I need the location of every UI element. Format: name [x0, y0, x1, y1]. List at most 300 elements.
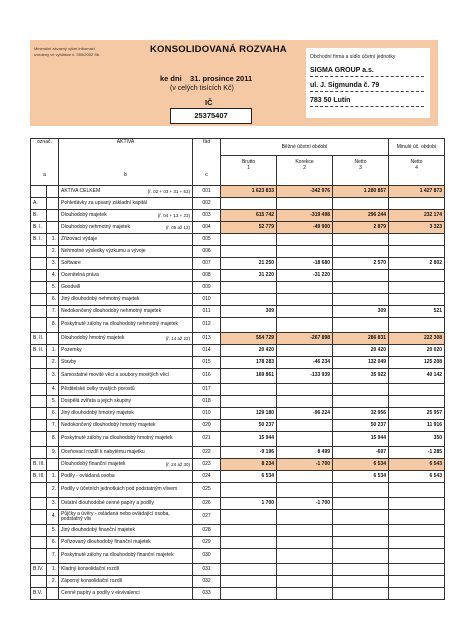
table-row: [31, 210, 445, 222]
firm-street: ul. J. Sigmunda č. 79: [310, 81, 424, 92]
row-code: 032: [193, 576, 221, 588]
cell-v1: [221, 576, 277, 588]
cell-v3: 309: [333, 306, 389, 318]
cell-v1: [221, 318, 277, 333]
row-mark: [31, 537, 47, 549]
cell-v3: [333, 294, 389, 306]
row-label-text: Software: [61, 259, 81, 266]
col-brutto: Brutto 1: [221, 156, 277, 185]
cell-v1: [221, 198, 277, 210]
row-label: [59, 537, 193, 549]
cell-v1: [221, 588, 277, 600]
table-row: [31, 222, 445, 234]
row-code: 007: [193, 258, 221, 270]
row-label: [59, 408, 193, 420]
cell-v2: [277, 471, 333, 483]
row-sub: 4.: [47, 510, 59, 525]
cell-v1: [221, 294, 277, 306]
row-label: [59, 483, 193, 498]
table-row: [31, 198, 445, 210]
row-code: 002: [193, 198, 221, 210]
row-formula: (ř. 05 až 12): [165, 224, 191, 230]
row-label-text: Dlouhodobý nehmotný majetek: [61, 223, 130, 230]
cell-v3: [333, 384, 389, 396]
row-mark: [31, 549, 47, 564]
row-label: [59, 510, 193, 525]
row-sub: [47, 210, 59, 222]
row-mark: B. III.: [31, 459, 47, 471]
row-label-text: Zřizovací výdaje: [61, 235, 98, 242]
cell-v4: 20 020: [389, 345, 445, 357]
cell-v2: [277, 384, 333, 396]
row-sub: 5.: [47, 396, 59, 408]
row-mark: [31, 432, 47, 447]
cell-v3: [333, 525, 389, 537]
cell-v3: [333, 282, 389, 294]
row-code: 015: [193, 357, 221, 369]
row-sub: [47, 186, 59, 198]
cell-v1: [221, 510, 277, 525]
row-label-text: Ocenitelná práva: [61, 271, 99, 278]
cell-v2: [277, 246, 333, 258]
cell-v3: [333, 564, 389, 576]
row-label-text: Záporný konsolidační rozdíl: [61, 577, 123, 584]
row-label-text: Dlouhodobý majetek: [61, 211, 107, 218]
row-mark: [31, 408, 47, 420]
cell-v3: [333, 549, 389, 564]
table-row: [31, 498, 445, 510]
row-sub: 2.: [47, 357, 59, 369]
firm-name: SIGMA GROUP a.s.: [310, 66, 424, 77]
row-label: [59, 306, 193, 318]
row-label: [59, 471, 193, 483]
row-label-text: Poskytnuté zálohy na dlouhodobý finanční majetek: [61, 552, 174, 559]
table-row: [31, 270, 445, 282]
col-netto-prev: Netto 4: [410, 159, 423, 171]
row-mark: [31, 498, 47, 510]
cell-v4: [389, 294, 445, 306]
cell-v3: -697: [333, 447, 389, 459]
row-sub: 1.: [47, 471, 59, 483]
cell-v3: 132 049: [333, 357, 389, 369]
row-mark: [31, 420, 47, 432]
row-label-text: Poskytnuté zálohy na dlouhodobý nehmotný majetek: [61, 321, 179, 328]
table-row: [31, 294, 445, 306]
row-code: 024: [193, 471, 221, 483]
cell-v1: 554 729: [221, 333, 277, 345]
row-label-text: Oceňovací rozdíl k nabytému majetku: [61, 448, 145, 455]
cell-v2: -46 234: [277, 357, 333, 369]
row-code: 009: [193, 282, 221, 294]
cell-v2: [277, 420, 333, 432]
cell-v3: 35 922: [333, 369, 389, 384]
cell-v3: 32 956: [333, 408, 389, 420]
cell-v2: -319 498: [277, 210, 333, 222]
row-sub: [47, 198, 59, 210]
col-minule: [389, 139, 445, 186]
cell-v2: -49 900: [277, 222, 333, 234]
table-row: [31, 246, 445, 258]
row-label-text: Dlouhodobý hmotný majetek: [61, 334, 125, 341]
row-code: 003: [193, 210, 221, 222]
cell-v2: [277, 198, 333, 210]
row-code: 025: [193, 483, 221, 498]
cell-v3: 1 280 857: [333, 186, 389, 198]
table-row: [31, 549, 445, 564]
cell-v2: [277, 282, 333, 294]
row-label-text: Cenné papíry a podíly v ekvivalenci: [61, 589, 140, 596]
table-row: [31, 564, 445, 576]
row-sub: 7.: [47, 420, 59, 432]
table-row: [31, 282, 445, 294]
document-title: KONSOLIDOVANÁ ROZVAHA: [150, 44, 287, 55]
cell-v4: 232 174: [389, 210, 445, 222]
cell-v4: 11 916: [389, 420, 445, 432]
cell-v4: [389, 564, 445, 576]
row-mark: B.IV.: [31, 564, 47, 576]
cell-v2: -1 700: [277, 498, 333, 510]
cell-v1: 6 534: [221, 471, 277, 483]
table-row: [31, 432, 445, 447]
row-label-text: Jiný dlouhodobý finanční majetek: [61, 526, 135, 533]
table-row: [31, 510, 445, 525]
row-label: [59, 549, 193, 564]
table-row: [31, 525, 445, 537]
col-oznac: označ. a: [31, 139, 59, 186]
row-mark: B. III.: [31, 471, 47, 483]
row-label: [59, 525, 193, 537]
row-mark: [31, 576, 47, 588]
row-code: 011: [193, 306, 221, 318]
cell-v4: [389, 549, 445, 564]
col-bezne: [221, 139, 389, 186]
row-label-text: Kladný konsolidační rozdíl: [61, 565, 120, 572]
row-label-text: Ostatní dlouhodobé cenné papíry a podíly: [61, 499, 154, 506]
cell-v1: [221, 384, 277, 396]
cell-v4: [389, 270, 445, 282]
cell-v3: [333, 510, 389, 525]
row-label: [59, 294, 193, 306]
cell-v1: [221, 234, 277, 246]
row-label: [59, 210, 193, 222]
row-mark: [31, 483, 47, 498]
row-sub: 6.: [47, 294, 59, 306]
row-code: 017: [193, 384, 221, 396]
row-label-text: Podíly v účetních jednotkách pod podstatným vlivem: [61, 486, 178, 493]
row-label-text: Nedokončený dlouhodobý nehmotný majetek: [61, 307, 162, 314]
row-label: [59, 186, 193, 198]
cell-v4: [389, 246, 445, 258]
row-code: 005: [193, 234, 221, 246]
row-code: 010: [193, 294, 221, 306]
row-sub: 5.: [47, 282, 59, 294]
cell-v1: [221, 525, 277, 537]
row-formula: (ř. 24 až 30): [165, 461, 191, 467]
table-row: [31, 576, 445, 588]
cell-v1: [221, 564, 277, 576]
row-mark: B. II.: [31, 345, 47, 357]
row-code: 030: [193, 549, 221, 564]
row-label-text: Dospělá zvířata a jejich skupiny: [61, 397, 132, 404]
row-mark: [31, 384, 47, 396]
row-code: 028: [193, 525, 221, 537]
row-label: [59, 369, 193, 384]
row-mark: B. I.: [31, 222, 47, 234]
row-label-text: Poskytnuté zálohy na dlouhodobý hmotný majetek: [61, 435, 173, 442]
cell-v2: [277, 234, 333, 246]
row-code: 004: [193, 222, 221, 234]
cell-v2: [277, 345, 333, 357]
date-label: ke dni: [160, 74, 182, 83]
row-mark: [31, 369, 47, 384]
col-aktiva: AKTIVA b: [59, 139, 193, 186]
row-sub: 2.: [47, 576, 59, 588]
cell-v2: -18 680: [277, 258, 333, 270]
row-mark: [31, 258, 47, 270]
row-sub: 3.: [47, 258, 59, 270]
cell-v4: 2 802: [389, 258, 445, 270]
cell-v2: -342 976: [277, 186, 333, 198]
cell-v1: 309: [221, 306, 277, 318]
row-code: 026: [193, 498, 221, 510]
row-label-text: Samostatné movité věci a soubory movitých věcí: [61, 372, 170, 379]
row-label-text: AKTIVA CELKEM: [61, 187, 101, 194]
row-mark: [31, 525, 47, 537]
row-label-text: Jiný dlouhodobý hmotný majetek: [61, 409, 134, 416]
cell-v1: 31 220: [221, 270, 277, 282]
row-mark: [31, 318, 47, 333]
row-code: 013: [193, 333, 221, 345]
row-code: 021: [193, 432, 221, 447]
row-mark: B. I.: [31, 234, 47, 246]
cell-v1: 178 283: [221, 357, 277, 369]
row-formula: (ř. 02 + 03 + 31 + 63): [147, 188, 191, 194]
table-row: [31, 459, 445, 471]
row-code: 022: [193, 447, 221, 459]
cell-v4: 1 427 873: [389, 186, 445, 198]
cell-v4: 125 208: [389, 357, 445, 369]
row-sub: [47, 459, 59, 471]
row-formula: (ř. 14 až 22): [165, 335, 191, 341]
minule-label: Minulé úč. období: [389, 139, 444, 156]
cell-v2: [277, 576, 333, 588]
row-label-text: Goodwill: [61, 283, 81, 290]
row-label-text: Půjčky a úvěry - ovládaná nebo ovládající osoba, podstatný vliv: [61, 510, 170, 522]
cell-v4: [389, 282, 445, 294]
cell-v1: [221, 537, 277, 549]
cell-v1: [221, 396, 277, 408]
row-label-text: Pěstitelské celky trvalých porostů: [61, 385, 135, 392]
row-label-text: Jiný dlouhodobý nehmotný majetek: [61, 295, 140, 302]
cell-v3: 50 237: [333, 420, 389, 432]
cell-v2: [277, 588, 333, 600]
col-netto: Netto 3: [354, 159, 367, 171]
cell-v4: [389, 537, 445, 549]
cell-v4: [389, 576, 445, 588]
row-label-text: Podíly - ovládaná osoba: [61, 472, 115, 479]
row-mark: [31, 282, 47, 294]
row-label: [59, 420, 193, 432]
row-sub: 6.: [47, 408, 59, 420]
row-sub: 8.: [47, 432, 59, 447]
row-label-text: Pohledávky za upsaný základní kapitál: [61, 199, 147, 206]
row-mark: [31, 246, 47, 258]
cell-v4: [389, 384, 445, 396]
row-sub: [47, 588, 59, 600]
table-row: [31, 234, 445, 246]
table-row: [31, 471, 445, 483]
row-label: [59, 246, 193, 258]
row-mark: [31, 510, 47, 525]
row-sub: 1.: [47, 234, 59, 246]
cell-v1: 52 779: [221, 222, 277, 234]
row-sub: 6.: [47, 537, 59, 549]
row-label: [59, 498, 193, 510]
row-label: [59, 564, 193, 576]
cell-v2: [277, 537, 333, 549]
row-code: 029: [193, 537, 221, 549]
row-label: [59, 576, 193, 588]
table-body: [31, 186, 445, 600]
cell-v3: [333, 246, 389, 258]
cell-v4: [389, 318, 445, 333]
cell-v2: [277, 525, 333, 537]
row-mark: B.: [31, 210, 47, 222]
row-sub: [47, 333, 59, 345]
row-label: [59, 432, 193, 447]
cell-v1: 169 861: [221, 369, 277, 384]
row-sub: 1.: [47, 345, 59, 357]
cell-v1: 50 237: [221, 420, 277, 432]
ico-value: 25375407: [170, 108, 252, 124]
cell-v1: 8 234: [221, 459, 277, 471]
row-label: [59, 459, 193, 471]
cell-v2: [277, 318, 333, 333]
table-row: [31, 588, 445, 600]
bezne-label: Běžné účetní období: [221, 139, 388, 156]
cell-v2: -267 898: [277, 333, 333, 345]
cell-v1: -9 196: [221, 447, 277, 459]
table-row: [31, 369, 445, 384]
cell-v3: 15 944: [333, 432, 389, 447]
row-mark: [31, 447, 47, 459]
cell-v4: -1 285: [389, 447, 445, 459]
table-row: [31, 258, 445, 270]
table-row: [31, 447, 445, 459]
row-code: 016: [193, 369, 221, 384]
cell-v1: [221, 549, 277, 564]
row-mark: [31, 294, 47, 306]
row-label-text: Pozemky: [61, 346, 82, 353]
row-label-text: Nedokončený dlouhodobý hmotný majetek: [61, 421, 156, 428]
row-mark: B.V.: [31, 588, 47, 600]
cell-v3: 6 534: [333, 459, 389, 471]
legal-note: [34, 46, 100, 58]
cell-v3: [333, 537, 389, 549]
table-row: [31, 420, 445, 432]
row-label: [59, 588, 193, 600]
cell-v3: [333, 318, 389, 333]
row-sub: 7.: [47, 549, 59, 564]
row-code: 019: [193, 408, 221, 420]
row-label: [59, 345, 193, 357]
table-row: [31, 186, 445, 198]
row-label: [59, 234, 193, 246]
cell-v3: [333, 576, 389, 588]
cell-v2: -133 939: [277, 369, 333, 384]
cell-v2: [277, 510, 333, 525]
cell-v3: 286 831: [333, 333, 389, 345]
firm-city: 783 50 Lutín: [310, 96, 424, 107]
cell-v4: 25 957: [389, 408, 445, 420]
row-code: 018: [193, 396, 221, 408]
cell-v2: [277, 306, 333, 318]
row-label: [59, 333, 193, 345]
cell-v2: [277, 432, 333, 447]
cell-v1: 615 742: [221, 210, 277, 222]
row-code: 006: [193, 246, 221, 258]
cell-v4: [389, 483, 445, 498]
row-formula: (ř. 04 + 13 + 23): [157, 212, 191, 218]
table-row: [31, 333, 445, 345]
row-label-text: Stavby: [61, 358, 77, 365]
row-sub: 1.: [47, 564, 59, 576]
cell-v4: 222 308: [389, 333, 445, 345]
cell-v3: [333, 198, 389, 210]
row-label: [59, 282, 193, 294]
row-sub: 7.: [47, 306, 59, 318]
row-label: [59, 318, 193, 333]
cell-v4: 3 323: [389, 222, 445, 234]
cell-v2: -96 224: [277, 408, 333, 420]
table-row: [31, 318, 445, 333]
cell-v2: -1 700: [277, 459, 333, 471]
table-row: [31, 408, 445, 420]
row-label-text: Dlouhodobý finanční majetek: [61, 460, 126, 467]
cell-v3: 6 534: [333, 471, 389, 483]
cell-v4: 6 543: [389, 471, 445, 483]
row-code: 027: [193, 510, 221, 525]
row-code: 033: [193, 588, 221, 600]
table-header-row: [31, 139, 445, 186]
row-label: [59, 396, 193, 408]
cell-v2: 8 499: [277, 447, 333, 459]
row-label: [59, 222, 193, 234]
firm-box: [306, 48, 430, 118]
cell-v1: 129 180: [221, 408, 277, 420]
row-code: 023: [193, 459, 221, 471]
cell-v1: 15 944: [221, 432, 277, 447]
col-rad: řád c: [193, 139, 221, 186]
row-label: [59, 357, 193, 369]
row-label-text: Nehmotné výsledky výzkumu a vývoje: [61, 247, 146, 254]
cell-v4: 6 543: [389, 459, 445, 471]
row-sub: 4.: [47, 270, 59, 282]
row-sub: 5.: [47, 525, 59, 537]
row-mark: [31, 186, 47, 198]
cell-v3: 2 879: [333, 222, 389, 234]
cell-v4: [389, 198, 445, 210]
cell-v4: 350: [389, 432, 445, 447]
table-row: [31, 396, 445, 408]
cell-v3: [333, 270, 389, 282]
row-mark: A.: [31, 198, 47, 210]
table-row: [31, 306, 445, 318]
row-code: 020: [193, 420, 221, 432]
row-mark: [31, 270, 47, 282]
cell-v3: [333, 234, 389, 246]
cell-v1: [221, 483, 277, 498]
